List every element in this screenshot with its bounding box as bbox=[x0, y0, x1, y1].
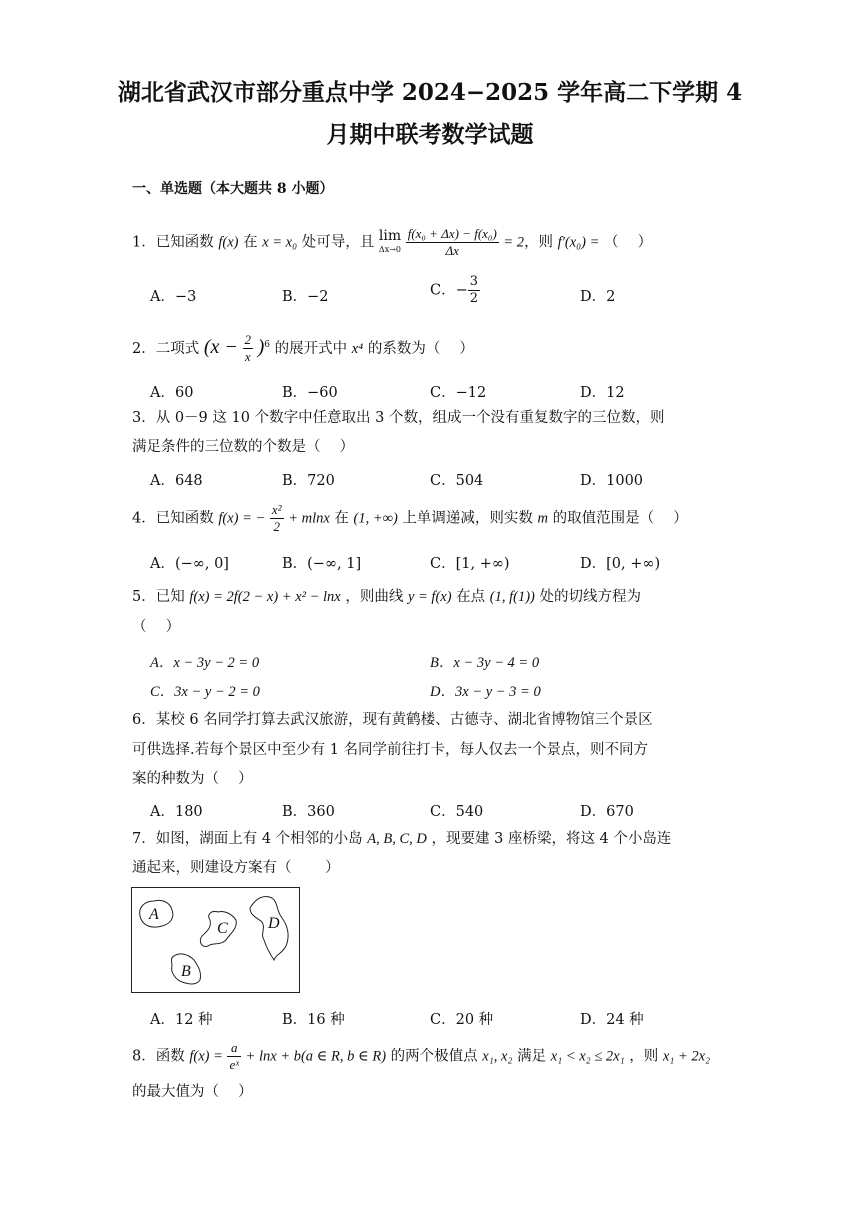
q6-option-a: A．180 bbox=[150, 804, 203, 820]
question-6-stem-line-3: 案的种数为（ ） bbox=[132, 771, 253, 787]
question-4-stem: 4．已知函数 f(x) = − $\frac{\text{x²}}{2}$ + mlnx 在 (1, +∞) 上单调递减，则实数 m 的取值范围是（ ） bbox=[132, 502, 688, 534]
island-c-label: C bbox=[217, 920, 228, 937]
q4-option-d: D．[0, +∞) bbox=[580, 556, 661, 572]
q5-option-c: C．3x − y − 2 = 0 bbox=[150, 684, 260, 700]
island-b-label: B bbox=[181, 963, 191, 980]
q6-option-b: B．360 bbox=[282, 804, 335, 820]
q5-option-d: D．3x − y − 3 = 0 bbox=[430, 684, 541, 700]
q2-option-d: D．12 bbox=[580, 385, 625, 401]
question-2-stem: 2．二项式 (x − $\frac{2}{x}$ )$^6$ 的展开式中 x⁴ 的系数为（ ） bbox=[132, 332, 474, 365]
question-8-stem-line-2: 的最大值为（ ） bbox=[132, 1084, 253, 1100]
q2-option-c: C．−12 bbox=[430, 385, 487, 401]
q7-option-d: D．24 种 bbox=[580, 1012, 644, 1028]
question-3-stem-line-2: 满足条件的三位数的个数是（ ） bbox=[132, 439, 355, 455]
section-heading: 一、单选题（本大题共 8 小题） bbox=[132, 181, 334, 197]
islands-map bbox=[132, 888, 298, 991]
q7-option-b: B．16 种 bbox=[282, 1012, 345, 1028]
question-6-stem-line-2: 可供选择.若每个景区中至少有 1 名同学前往打卡，每人仅去一个景点，则不同方 bbox=[132, 742, 649, 758]
q7-option-a: A．12 种 bbox=[150, 1012, 213, 1028]
question-5-stem-line-2: （ ） bbox=[132, 619, 181, 635]
question-7-stem-line-1: 7．如图，湖面上有 4 个相邻的小岛 A, B, C, D ，现要建 3 座桥梁，将这 4 个小岛连 bbox=[132, 831, 672, 847]
islands-figure bbox=[131, 887, 300, 993]
question-6-stem-line-1: 6．某校 6 名同学打算去武汉旅游，现有黄鹤楼、古德寺、湖北省博物馆三个景区 bbox=[132, 712, 653, 728]
q3-option-b: B．720 bbox=[282, 473, 335, 489]
island-a-label: A bbox=[149, 906, 159, 923]
title-line-2: 月期中联考数学试题 bbox=[326, 121, 534, 148]
question-8-stem: 8．函数 f(x) = $\frac{a}{\text{eˣ}}$ + lnx + b(a ∈ R, b ∈ R) 的两个极值点 x₁, x₂ 满足 x₁ < x₂ ≤ 2x₁ ，则 x₁ + 2x₂ bbox=[132, 1040, 711, 1072]
q2-option-a: A．60 bbox=[150, 385, 194, 401]
title-line-1: 湖北省武汉市部分重点中学 2024−2025 学年高二下学期 4 bbox=[117, 79, 743, 106]
q2-option-b: B．−60 bbox=[282, 385, 338, 401]
q3-option-d: D．1000 bbox=[580, 473, 644, 489]
island-d-label: D bbox=[268, 915, 280, 932]
question-5-stem: 5．已知 f(x) = 2f(2 − x) + x² − lnx ，则曲线 y = f(x) 在点 (1, f(1)) 处的切线方程为 bbox=[132, 589, 641, 605]
q7-option-c: C．20 种 bbox=[430, 1012, 494, 1028]
question-1-stem: 1．已知函数 f(x) 在 x = x₀ 处可导，且 lim Δx→0 $\frac{\text{f(x₀ + Δx) − f(x₀)}}{\Delta x}$ = 2，则 f′(x₀) = （ ） bbox=[132, 226, 653, 258]
q1-option-c: C．− $\frac{3}{2}$ bbox=[430, 274, 479, 306]
q4-option-a: A．(−∞, 0] bbox=[150, 556, 229, 572]
q1-option-d: D．2 bbox=[580, 289, 616, 305]
question-3-stem-line-1: 3．从 0－9 这 10 个数字中任意取出 3 个数，组成一个没有重复数字的三位数，则 bbox=[132, 410, 665, 426]
q1-option-a: A．−3 bbox=[150, 289, 197, 305]
question-7-stem-line-2: 通起来，则建设方案有（ ） bbox=[132, 860, 340, 876]
q6-option-d: D．670 bbox=[580, 804, 634, 820]
q6-option-c: C．540 bbox=[430, 804, 484, 820]
q4-option-c: C．[1, +∞) bbox=[430, 556, 510, 572]
q3-option-c: C．504 bbox=[430, 473, 484, 489]
q4-option-b: B．(−∞, 1] bbox=[282, 556, 362, 572]
q3-option-a: A．648 bbox=[150, 473, 203, 489]
q5-option-b: B．x − 3y − 4 = 0 bbox=[430, 655, 540, 671]
q5-option-a: A．x − 3y − 2 = 0 bbox=[150, 655, 260, 671]
q1-option-b: B．−2 bbox=[282, 289, 329, 305]
